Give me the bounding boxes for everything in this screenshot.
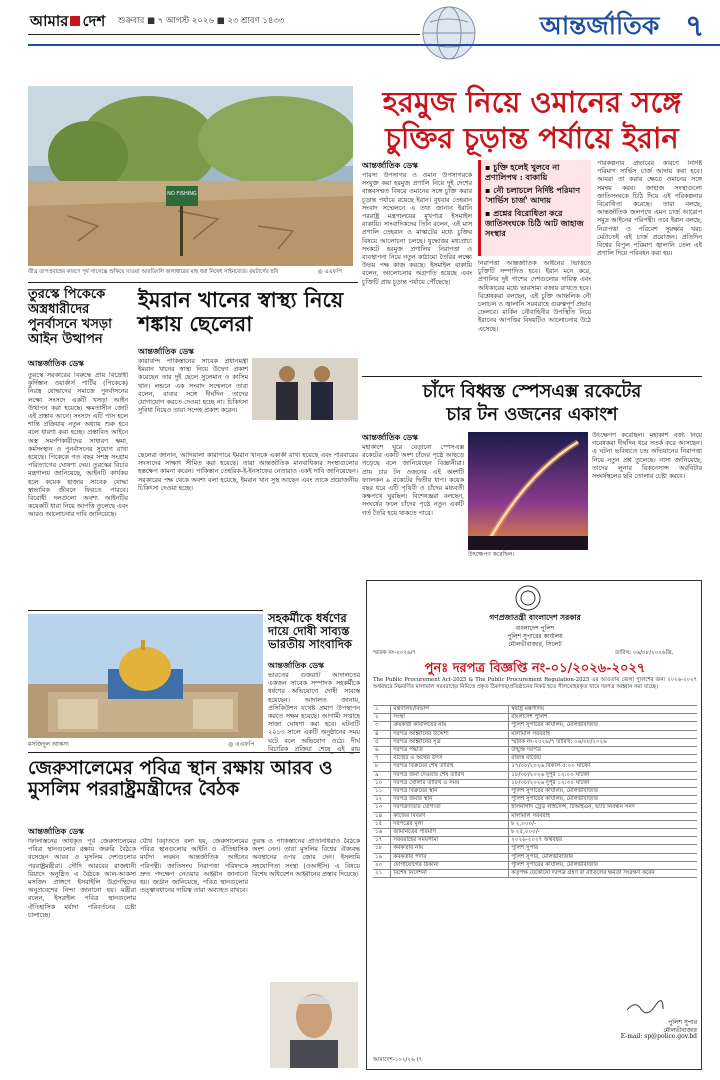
notice-table-cell: দরপত্র জমার স্থান bbox=[391, 796, 509, 803]
notice-table-cell: কাজের বিবরণ bbox=[391, 813, 509, 820]
govt-seal-icon bbox=[515, 585, 541, 611]
notice-table-cell: দরপত্র জমা দেওয়ার শেষ তারিখ bbox=[391, 772, 509, 779]
notice-table-cell: ১০ bbox=[373, 780, 391, 787]
notice-table-cell: ৫ bbox=[373, 739, 391, 746]
notice-table-cell: ৳ ২,০০০/- bbox=[511, 820, 536, 827]
notice-table-cell: ১৫ bbox=[373, 821, 391, 828]
notice-table-cell: স্মারক নং-২০২৬/৭ তারিখ: ০৬/০৮/২০২৬ bbox=[511, 738, 607, 745]
notice-table-cell: দরপত্র খোলার তারিখ ও সময় bbox=[391, 780, 509, 787]
notice-office: পুলিশ সুপারের কার্যালয় bbox=[507, 633, 563, 640]
imran-sons-photo bbox=[252, 358, 358, 420]
notice-table-cell: ৳ ২৫,০০০/- bbox=[511, 829, 540, 836]
lead-body-2: নিরাপত্তা আন্তর্জাতিক আইনের ভিত্তিতে চুক্তিটি সম্পাদিত হবে। ইরান মনে করে, প্রণালির দুই পাশের দেশগুলোর দায়িত্ব এবং অধিকারের মধ্যে ভারসাম্য বজায় রাখতে হবে। বিশ্লেষকরা বলছেন, এই চুক্তি আঞ্চলিক নৌ চলাচল ও জ্বালানি সরবরাহে গুরুত্বপূর্ণ প্রভাব ফেলবে। মার্কিন নৌবাহিনীর উপস্থিতি নিয়ে ইরানের আপত্তির বিষয়টিও আলোচনায় উঠে এসেছে। bbox=[478, 260, 591, 333]
notice-table-cell: ৮ bbox=[373, 763, 391, 770]
notice-table-cell: ১ bbox=[373, 706, 391, 713]
notice-table-row bbox=[373, 837, 697, 845]
notice-table-cell: ১৩ bbox=[373, 804, 391, 811]
notice-signer: পুলিশ সুপার bbox=[668, 1019, 697, 1026]
notice-table-row bbox=[373, 714, 697, 722]
notice-table-row bbox=[373, 763, 697, 771]
notice-table-cell: বিশেষ নির্দেশনা bbox=[391, 870, 509, 877]
notice-table-row bbox=[373, 788, 697, 796]
lead-photo-caption: তীব্র তাপপ্রবাহের কারণে পূর্ব সাসেক্সে শুকিয়ে যাওয়া আরডিংলি জলাধারের মাছ ধরা নিষেধ সাইনবোর্ড। রয়টার্সের ছবি bbox=[28, 269, 279, 275]
notice-email: E-mail: sp@police.gov.bd bbox=[620, 1033, 697, 1040]
spacex-body-2: উৎক্ষেপণ করেছিল। মহাকাশ বর্জ্য নিয়ে গবেষকরা দীর্ঘদিন ধরে সতর্ক করে আসছেন। এ ঘটনা ভবিষ্যতে চন্দ্র অভিযানের নিরাপত্তা নিয়ে নতুন প্রশ্ন তুলেছে। নাসা জানিয়েছে, তাদের লুনার রিকনেসান্স অরবিটার সংঘর্ষস্থলের ছবি তোলার চেষ্টা করবে। bbox=[592, 432, 702, 481]
notice-gov: গণপ্রজাতন্ত্রী বাংলাদেশ সরকার bbox=[489, 613, 581, 622]
notice-table-cell: বাংলাদেশ পুলিশ bbox=[511, 714, 548, 721]
notice-location: মৌলভীবাজার, সিলেট bbox=[508, 641, 562, 648]
lead-photo-credit: ◎ এএফপি bbox=[318, 269, 342, 275]
notice-table-cell: ৪ bbox=[373, 731, 391, 738]
notice-table-cell: দরপত্র বিক্রয়ের স্থান bbox=[391, 788, 509, 795]
notice-table-cell: পুলিশ সুপারের কার্যালয়, মৌলভীবাজার bbox=[511, 796, 598, 803]
notice-memo: স্মারক নং-২০২৬/৭ bbox=[373, 650, 417, 656]
lead-photo bbox=[28, 86, 353, 266]
lead-bullet: ▪ নৌ চলাচলে নির্দিষ্ট পরিমাণ 'সার্ভিস চার্জ' আদায় bbox=[485, 185, 581, 205]
notice-table-cell: দরপত্র পদ্ধতি bbox=[391, 747, 509, 754]
lead-bullet-box bbox=[478, 160, 591, 256]
journalist-body: ভারতের গুজরাট আদালতের একজন সাবেক সম্পাদক সহকর্মীকে ধর্ষণের অভিযোগে দোষী সাব্যস্ত হয়েছেন। আদালত জানায়, প্রসিকিউশন যথেষ্ট প্রমাণ উপস্থাপন করতে সক্ষম হয়েছে। আগামী সপ্তাহে সাজা ঘোষণা করা হবে। ঘটনাটি ২০১৩ সালে একটি অনুষ্ঠানের সময় ঘটে বলে অভিযোগ ওঠে। দীর্ঘ বিচারিক প্রক্রিয়া শেষে এই রায় bbox=[268, 672, 360, 753]
section-divider bbox=[28, 752, 360, 753]
notice-table-cell: পুলিশ সুপার bbox=[511, 845, 539, 852]
notice-table-cell: সংস্থা bbox=[391, 714, 509, 721]
notice-table-cell: কর্তৃপক্ষ যেকোনো দরপত্র গ্রহণ বা বাতিলের ক্ষমতা সংরক্ষণ করেন bbox=[511, 870, 655, 877]
notice-table-cell: ১৮/০৮/২০২৬ দুপুর ১২:৩০ ঘটিকা bbox=[511, 779, 590, 786]
aqsa-credit: ◎ এএফপি bbox=[228, 741, 255, 748]
notice-table-row bbox=[373, 870, 697, 878]
notice-table-cell: ১১ bbox=[373, 788, 391, 795]
spacex-body: মহাকাশে ঘুরে বেড়ানো স্পেসএক্স রকেটের একটি অংশ চাঁদের পৃষ্ঠে আছড়ে পড়েছে বলে জানিয়েছেন বিজ্ঞানীরা। প্রায় চার টন ওজনের এই অংশটি ফ্যালকন ৯ রকেটের দ্বিতীয় ধাপ। কয়েক বছর ধরে এটি পৃথিবী ও চাঁদের মধ্যবর্তী কক্ষপথে ঘুরছিল। বিশেষজ্ঞরা বলছেন, সংঘর্ষের ফলে চাঁদের পৃষ্ঠে নতুন একটি গর্ত তৈরি হয়ে থাকতে পারে। bbox=[362, 444, 464, 517]
notice-table-row bbox=[373, 862, 697, 870]
paper-name: আমার দেশ bbox=[30, 12, 106, 30]
notice-table-cell: দরপত্রদাতার যোগ্যতা bbox=[391, 804, 509, 811]
notice-table-row bbox=[373, 804, 697, 812]
journalist-byline: আন্তর্জাতিক ডেস্ক bbox=[268, 660, 324, 670]
notice-table-cell: উন্মুক্ত দরপত্র bbox=[511, 747, 542, 754]
lead-body-1: পারস্য উপসাগর ও ওমান উপসাগরকে সংযুক্ত করা হরমুজ প্রণালি নিয়ে দুই দেশের বাস্তবসম্মত বিষয়ে ওমানের সঙ্গে চুক্তি করার চূড়ান্ত পর্যায়ে রয়েছে ইরান। বুধবার তেহরান সংবাদ সম্মেলনে এ তথ্য জানান ইরানি পররাষ্ট্র মন্ত্রণালয়ের মুখপাত্র ইসমাইল বাকায়ি। সাংবাদিকদের তিনি বলেন, এই মাস প্রণালি তেহরান ও মাস্কাটের মধ্যে চুক্তির বিষয়ে আলোচনা চলছে। যুদ্ধোত্তর মধ্যপ্রাচ্য সংকটে হরমুজ প্রণালির নিরাপত্তা ও ব্যবস্থাপনা নিয়ে নতুন কাঠামো তৈরির লক্ষ্যে উভয় পক্ষ কাজ করছে। ইসমাইল বাকায়ি বলেন, আলোচনার অগ্রগতি হয়েছে এবং চুক্তিটি প্রায় চূড়ান্ত পর্যায়ে পৌঁছেছে। bbox=[362, 172, 472, 286]
notice-table-cell: জামানতের পরিমাণ bbox=[391, 829, 509, 836]
notice-table-cell: ১৭/০৮/২০২৬ বিকাল ৫:০০ ঘটিকা bbox=[511, 763, 591, 770]
aqsa-caption: মসজিদুল আকসা bbox=[28, 741, 69, 748]
notice-table-row bbox=[373, 747, 697, 755]
section-divider bbox=[28, 282, 358, 283]
masthead-rule-blue bbox=[28, 44, 720, 46]
jerusalem-byline: আন্তর্জাতিক ডেস্ক bbox=[28, 826, 84, 836]
tender-notice bbox=[366, 580, 702, 1070]
notice-table-cell: পুলিশ সুপারের কার্যালয়, মৌলভীবাজার bbox=[511, 788, 598, 795]
section-title: আন্তর্জাতিক bbox=[540, 11, 660, 40]
notice-table-row bbox=[373, 780, 697, 788]
turkey-body: তুরস্কে সরকারের বিরুদ্ধে প্রায় বিদ্রোহী কুর্দিস্তান ওয়ার্কার্স পার্টির (পিকেকে) নিরস্ত্র যোদ্ধাদের সমাজে পুনর্বাসনের লক্ষ্যে সংসদে একটি খসড়া আইন উত্থাপন করা হয়েছে। ক্ষমতাসীন জোট এই প্রস্তাব আনে। সংসদে এটি পাস হলে শান্তি প্রক্রিয়ায় নতুন অধ্যায় শুরু হবে বলে ধারণা করা হচ্ছে। প্রস্তাবিত আইনে অস্ত্র সমর্পণকারীদের সাধারণ ক্ষমা, কর্মসংস্থান ও পুনর্বাসনের সুযোগ রাখা হয়েছে। পিকেকে গত বছর সশস্ত্র সংগ্রাম পরিত্যাগের ঘোষণা দেয়। তুরস্কের বিচার মন্ত্রণালয় জানিয়েছে, আইনটি কার্যকর হলে কয়েক হাজার সাবেক যোদ্ধা স্বাভাবিক জীবনে ফিরতে পারবে। বিরোধী দলগুলো অবশ্য আইনটির কয়েকটি ধারা নিয়ে আপত্তি তুলেছে এবং আরও আলোচনার দাবি জানিয়েছে। bbox=[28, 372, 128, 519]
notice-signer-location: মৌলভীবাজার bbox=[663, 1027, 697, 1034]
notice-table-cell: কর্মকর্তার নাম bbox=[391, 845, 509, 852]
notice-table-row bbox=[373, 722, 697, 730]
section-divider bbox=[362, 376, 702, 377]
turkey-byline: আন্তর্জাতিক ডেস্ক bbox=[28, 358, 84, 368]
notice-table-cell: দরপত্র আহ্বানের উদ্দেশ্য bbox=[391, 731, 509, 738]
globe-icon bbox=[420, 4, 478, 62]
spacex-byline: আন্তর্জাতিক ডেস্ক bbox=[362, 432, 418, 442]
lead-bullet: ▪ প্রশ্নের বিরোধিতা করে জাতিসংঘকে চিঠি আট জাহাজ সংস্থার bbox=[485, 208, 584, 238]
notice-table-cell: ১৬ bbox=[373, 829, 391, 836]
notice-table-row bbox=[373, 845, 697, 853]
minister-photo bbox=[270, 982, 358, 1068]
lead-bullet: ▪ চুক্তি হলেই খুলবে না প্রণালিপথ : বাকায়ি bbox=[485, 162, 560, 182]
spacex-headline-1: চাঁদে বিধ্বস্ত স্পেসএক্স রকেটের bbox=[422, 381, 642, 402]
notice-table-cell: মালামাল সরবরাহ bbox=[511, 812, 551, 819]
notice-table-cell: যোগাযোগের ঠিকানা bbox=[391, 862, 509, 869]
notice-table-row bbox=[373, 706, 697, 714]
notice-table-cell: দরপত্র বিক্রয়ের শেষ তারিখ bbox=[391, 763, 509, 770]
notice-table-cell: দরপত্রের মূল্য bbox=[391, 821, 509, 828]
masthead-rule bbox=[28, 34, 420, 35]
notice-table-row bbox=[373, 739, 697, 747]
notice-table-row bbox=[373, 731, 697, 739]
masthead bbox=[0, 0, 720, 80]
imran-body-1: কারাবন্দি পাকিস্তানের সাবেক প্রধানমন্ত্রী ইমরান খানের স্বাস্থ্য নিয়ে উদ্বেগ প্রকাশ করেছেন তার দুই ছেলে সুলেমান ও কাসিম খান। লন্ডনে এক সংবাদ সম্মেলনে তারা বলেন, বাবার সঙ্গে দীর্ঘদিন তাদের যোগাযোগ করতে দেওয়া হচ্ছে না। চিকিৎসা সুবিধা নিয়েও তারা সন্দেহ প্রকাশ করেন। bbox=[138, 358, 248, 415]
notice-table-cell: ৭ bbox=[373, 755, 391, 762]
lead-byline: আন্তর্জাতিক ডেস্ক bbox=[362, 160, 418, 170]
notice-table-cell: দরপত্র আহ্বানের সূত্র bbox=[391, 739, 509, 746]
notice-table-cell: ২০২৬-২০২৭ অর্থবছর bbox=[511, 837, 563, 844]
notice-table-row bbox=[373, 796, 697, 804]
rocket-caption: উৎক্ষেপণ করেছিল। bbox=[468, 551, 515, 558]
notice-table-cell: মালামাল সরবরাহ bbox=[511, 730, 551, 737]
notice-table-row bbox=[373, 813, 697, 821]
aqsa-photo bbox=[28, 614, 263, 738]
notice-table-cell: কর্মকর্তার পদবি bbox=[391, 854, 509, 861]
notice-title: পুনঃ দরপত্র বিজ্ঞপ্তি নং-০১/২০২৬-২০২৭ bbox=[424, 661, 646, 676]
notice-table-cell: ১৪ bbox=[373, 813, 391, 820]
notice-table-cell: সরবরাহের সময়সীমা bbox=[391, 837, 509, 844]
notice-intro: The Public Procurement Act-2025 & The Public Procurement Regulation-2025 এর আওতায় জেলা পুলিশের জন্য ২০২৬-২০২৭ অর্থবছরে নিম্নবর্ণিত মালামাল সরবরাহের নিমিত্তে প্রকৃত ঠিকাদার/প্রতিষ্ঠানের নিকট হতে সীলমোহরকৃত খামে দরপত্র আহ্বান করা যাচ্ছে। bbox=[373, 677, 697, 690]
signature-icon bbox=[625, 999, 665, 1013]
notice-table-cell: ক্রয়কারী কার্যালয়ের নাম bbox=[391, 722, 509, 729]
section-divider bbox=[28, 610, 263, 611]
notice-table bbox=[373, 705, 697, 878]
spacex-headline-2: চার টন ওজনের একাংশ bbox=[446, 404, 618, 425]
logo-square-icon bbox=[70, 16, 80, 26]
notice-table-cell: পুলিশ সুপারের কার্যালয়, মৌলভীবাজার bbox=[511, 722, 598, 729]
notice-table-cell: ৩ bbox=[373, 722, 391, 729]
notice-table-cell: ২ bbox=[373, 714, 391, 721]
notice-table-cell: বাজেট ও অর্থের উৎস bbox=[391, 755, 509, 762]
notice-table-row bbox=[373, 772, 697, 780]
notice-footer-code: আমাদেশ-১০২/২৬ (৭ bbox=[373, 1057, 423, 1063]
lead-headline-1: হরমুজ নিয়ে ওমানের সঙ্গে bbox=[382, 85, 682, 119]
notice-table-cell: ১৭ bbox=[373, 837, 391, 844]
notice-table-cell: রাজস্ব বাজেট bbox=[511, 755, 542, 762]
notice-table-row bbox=[373, 755, 697, 763]
notice-date: তারিখ: ০৬/০৮/২০২৬খ্রি. bbox=[615, 650, 674, 656]
notice-table-cell: মন্ত্রণালয়/বিভাগ bbox=[391, 706, 509, 713]
notice-table-cell: ১৯ bbox=[373, 854, 391, 861]
jerusalem-headline: জেরুসালেমের পবিত্র স্থান রক্ষায় আরব ও মুসলিম পররাষ্ট্রমন্ত্রীদের বৈঠক bbox=[28, 758, 333, 801]
page-number: ৭ bbox=[685, 9, 705, 44]
notice-table-cell: ৯ bbox=[373, 772, 391, 779]
notice-table-cell: পুলিশ সুপারের কার্যালয়, মৌলভীবাজার bbox=[511, 861, 598, 868]
notice-table-row bbox=[373, 829, 697, 837]
notice-table-cell: ৬ bbox=[373, 747, 391, 754]
lead-body-4: পরিকল্পনার প্রভাবের কারণে নির্দিষ্ট পরিমাণ সার্ভিস চার্জ আদায় করা হবে। আমরা তা করার ক্ষেত্রে ওমানের সঙ্গে সমন্বয় করব। জাহাজ সংস্থাগুলো জাতিসংঘকে চিঠি দিয়ে এই পরিকল্পনার বিরোধিতা করেছে। তারা বলছে, আন্তর্জাতিক জলপথে এমন চার্জ আরোপ সমুদ্র আইনের পরিপন্থী। তবে ইরান বলছে, নিরাপত্তা ও পরিবেশ সুরক্ষার খরচ মেটাতেই এই চার্জ প্রয়োজন। প্রতিদিন বিশ্বের বিপুল পরিমাণ জ্বালানি তেল এই প্রণালি দিয়ে পরিবহন করা হয়। bbox=[597, 160, 702, 258]
sign-text: NO FISHING bbox=[167, 191, 197, 197]
notice-table-cell: ১২ bbox=[373, 796, 391, 803]
notice-dept: বাংলাদেশ পুলিশ bbox=[515, 625, 555, 632]
jerusalem-body-2: যৌথ বিবৃতিতে বলা হয়, জেরুসালেমের পবিত্র স্থানগুলোর আইনি ও ঐতিহাসিক মর্যাদা লঙ্ঘন আন্তর্জাতিক আইনের পরিপন্থী। জাতিসংঘ নিরাপত্তা পরিষদকে দ্রুত পদক্ষেপ নেওয়ার আহ্বান জানানো হয়। জর্ডান জানিয়েছে, পবিত্র স্থানগুলোর তত্ত্বাবধানের দায়িত্ব তারা অব্যাহত রাখবে। bbox=[140, 838, 248, 895]
imran-byline: আন্তর্জাতিক ডেস্ক bbox=[138, 346, 194, 356]
notice-table-cell: পুলিশ সুপার, মৌলভীবাজার bbox=[511, 853, 574, 860]
turkey-headline: তুরস্কে পিকেকে অস্ত্রধারীদের পুনর্বাসনে খসড়া আইন উত্থাপন bbox=[28, 287, 112, 347]
notice-table-cell: হালনাগাদ ট্রেড লাইসেন্স, টিআইএন, ভ্যাট নিবন্ধন সনদ bbox=[511, 804, 635, 811]
notice-table-row bbox=[373, 854, 697, 862]
issue-date: শুক্রবার ■ ৭ আগস্ট ২০২৬ ■ ২৩ শ্রাবণ ১৪৩৩ bbox=[118, 16, 285, 26]
notice-table-cell: ১৮/০৮/২০২৬ দুপুর ১২:০০ ঘটিকা bbox=[511, 771, 590, 778]
jerusalem-body-3: তুরস্ক ও পাকিস্তানের প্রতিনিধিরাও বৈঠকে অংশ নেন। তারা মুসলিম বিশ্বের ঐক্যবদ্ধ অবস্থানের ওপর জোর দেন। ইসলামি সহযোগিতা সংস্থা (ওআইসি) এ বিষয়ে বিশেষ অধিবেশন আহ্বানের প্রস্তাব দিয়েছে। bbox=[252, 838, 360, 878]
notice-table-cell: ২০ bbox=[373, 862, 391, 869]
journalist-headline: সহকর্মীকে ধর্ষণের দায়ে দোষী সাব্যস্ত ভারতীয় সাংবাদিক bbox=[268, 611, 352, 652]
notice-table-row bbox=[373, 821, 697, 829]
imran-body-2: ছেলেরা জানান, আদিয়ালা কারাগারে ইমরান খানকে একাকী রাখা হয়েছে এবং পরিবারের সদস্যদের সাক্ষাৎ সীমিত করা হয়েছে। তারা আন্তর্জাতিক মানবাধিকার সংস্থাগুলোর হস্তক্ষেপ কামনা করেন। পাকিস্তান তেহরিক-ই-ইনসাফের নেতারাও একই দাবি জানিয়েছেন। সরকারের পক্ষ থেকে অবশ্য বলা হয়েছে, ইমরান খান সুস্থ আছেন এবং তাকে প্রয়োজনীয় চিকিৎসা দেওয়া হচ্ছে। bbox=[138, 452, 358, 492]
notice-table-cell: ১৮ bbox=[373, 845, 391, 852]
lead-headline-2: চুক্তির চূড়ান্ত পর্যায়ে ইরান bbox=[385, 121, 679, 155]
jerusalem-body-1: ফিলিস্তিনের অধিকৃত পূর্ব জেরুসালেমের পবিত্র স্থানগুলোর রক্ষায় জরুরি বৈঠকে বসেছেন আরব ও মুসলিম দেশগুলোর পররাষ্ট্রমন্ত্রীরা। সৌদি আরবের রাজধানী রিয়াদে অনুষ্ঠিত এ বৈঠকে আল-আকসা মসজিদ প্রাঙ্গণে ইসরাইলি উগ্রপন্থিদের অনুপ্রবেশের নিন্দা জানানো হয়। মন্ত্রীরা বলেন, ইসরাইল পবিত্র স্থানগুলোর ঐতিহাসিক মর্যাদা পরিবর্তনের চেষ্টা চালাচ্ছে। bbox=[28, 838, 136, 919]
imran-headline: ইমরান খানের স্বাস্থ্য নিয়ে শঙ্কায় ছেলেরা bbox=[138, 287, 344, 337]
notice-table-cell: স্বরাষ্ট্র মন্ত্রণালয় bbox=[511, 706, 545, 712]
notice-table-cell: ২১ bbox=[373, 870, 391, 877]
rocket-photo bbox=[468, 432, 588, 550]
